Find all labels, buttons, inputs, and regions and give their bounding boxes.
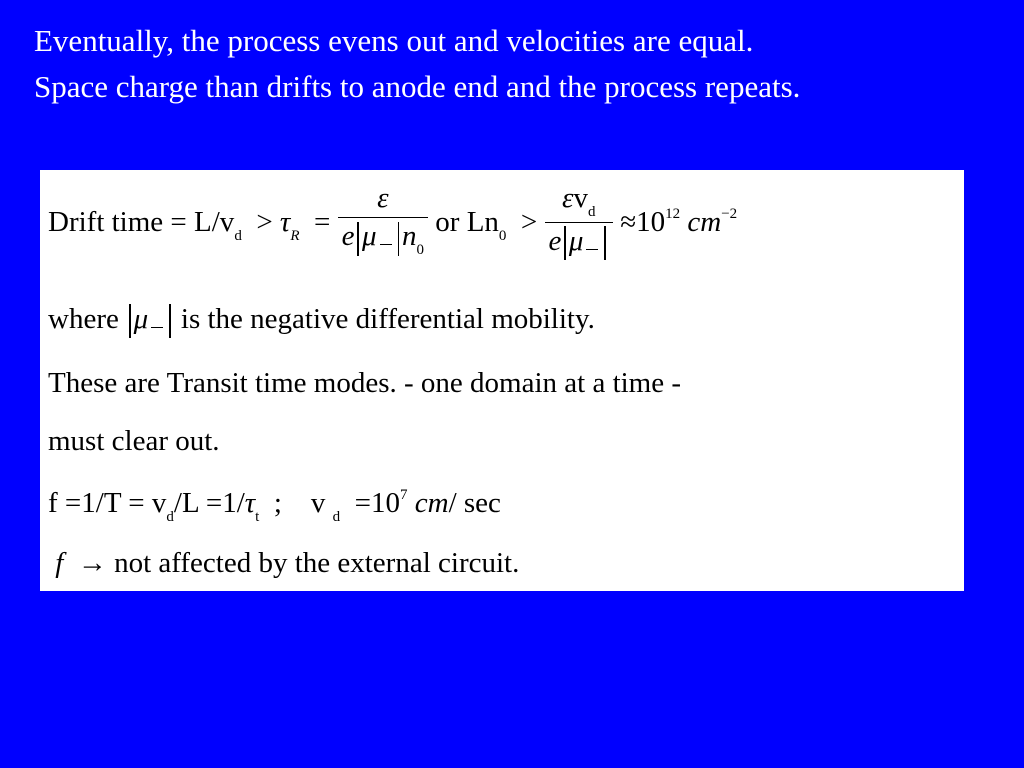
fraction-denominator bbox=[545, 223, 613, 260]
tau-symbol: τ bbox=[244, 487, 256, 519]
semicolon: ; bbox=[273, 487, 282, 519]
subscript-d: d bbox=[234, 228, 242, 244]
clear-out-line: must clear out. bbox=[48, 425, 220, 457]
frequency-equation bbox=[48, 486, 501, 525]
mobility-text: is the negative differential mobility. bbox=[180, 303, 595, 335]
equals-sign: = bbox=[64, 487, 82, 519]
subscript-t: t bbox=[255, 509, 260, 525]
slide-title bbox=[34, 18, 1019, 110]
exponent-12: 12 bbox=[665, 206, 681, 222]
approx-sign: ≈ bbox=[620, 206, 637, 238]
l-over-v: L/v bbox=[194, 206, 235, 238]
fraction-numerator: ε bbox=[338, 181, 428, 218]
v-symbol: v bbox=[151, 487, 167, 519]
ten: 10 bbox=[636, 206, 666, 238]
title-line-2: Space charge than drifts to anode end and the process repeats. bbox=[34, 69, 801, 104]
mu-symbol: μ bbox=[568, 224, 584, 257]
abs-bar bbox=[564, 226, 566, 260]
exponent-minus-2: −2 bbox=[721, 206, 738, 222]
minus-subscript bbox=[586, 229, 598, 250]
tau-symbol: τ bbox=[279, 206, 291, 238]
subscript-R: R bbox=[290, 228, 300, 244]
minus-subscript bbox=[380, 224, 392, 245]
v-symbol: v bbox=[573, 181, 588, 214]
f-symbol: f bbox=[48, 487, 58, 519]
external-circuit-text: not affected by the external circuit. bbox=[114, 547, 520, 579]
where-label: where bbox=[48, 303, 119, 335]
abs-bar bbox=[169, 304, 171, 338]
e-symbol: e bbox=[548, 224, 562, 257]
drift-time-equation bbox=[48, 181, 738, 265]
abs-bar bbox=[398, 222, 400, 256]
equals-sign-2: = bbox=[313, 206, 331, 238]
slash-L: /L bbox=[173, 487, 199, 519]
mu-symbol: μ bbox=[361, 220, 377, 253]
v-symbol: v bbox=[310, 487, 326, 519]
fraction-denominator bbox=[338, 218, 428, 259]
greater-than-sign-2: > bbox=[520, 206, 538, 238]
per-sec: / sec bbox=[448, 487, 501, 519]
mu-symbol: μ bbox=[133, 303, 149, 335]
subscript-0: 0 bbox=[498, 228, 507, 244]
subscript-d: d bbox=[587, 203, 596, 220]
equals-sign: = bbox=[128, 487, 145, 519]
equals-sign: = bbox=[170, 206, 187, 238]
or-ln-label: or Ln bbox=[435, 206, 499, 238]
equals-sign: = bbox=[354, 487, 371, 519]
n-symbol: n bbox=[402, 220, 417, 253]
equation-panel bbox=[40, 170, 964, 591]
subscript-0: 0 bbox=[416, 242, 425, 259]
cm-unit: cm bbox=[414, 487, 449, 519]
abs-bar bbox=[357, 222, 359, 256]
epsilon-v-fraction bbox=[545, 181, 613, 260]
title-line-1: Eventually, the process evens out and velocities are equal. bbox=[34, 23, 754, 58]
subscript-d: d bbox=[166, 509, 174, 525]
right-arrow-icon: → bbox=[77, 547, 107, 579]
drift-time-label: Drift time bbox=[48, 206, 164, 238]
f-symbol: f bbox=[55, 547, 64, 579]
subscript-d: d bbox=[332, 509, 341, 525]
cm-unit: cm bbox=[687, 206, 722, 238]
equals-sign: = bbox=[205, 487, 223, 519]
external-circuit-line bbox=[48, 546, 519, 580]
mobility-definition bbox=[48, 302, 595, 338]
abs-bar bbox=[604, 226, 606, 260]
minus-subscript bbox=[151, 307, 163, 328]
fraction-numerator bbox=[545, 181, 613, 223]
ten: 10 bbox=[371, 487, 400, 519]
e-symbol: e bbox=[341, 220, 355, 253]
epsilon-fraction bbox=[338, 181, 428, 259]
transit-modes-line: These are Transit time modes. - one domain at a time - bbox=[48, 367, 682, 399]
greater-than-sign: > bbox=[256, 206, 273, 238]
one-over-T: 1/T bbox=[81, 487, 122, 519]
exponent-7: 7 bbox=[400, 487, 408, 503]
abs-bar bbox=[129, 304, 131, 338]
epsilon-symbol: ε bbox=[562, 181, 574, 214]
one-slash: 1/ bbox=[222, 487, 245, 519]
